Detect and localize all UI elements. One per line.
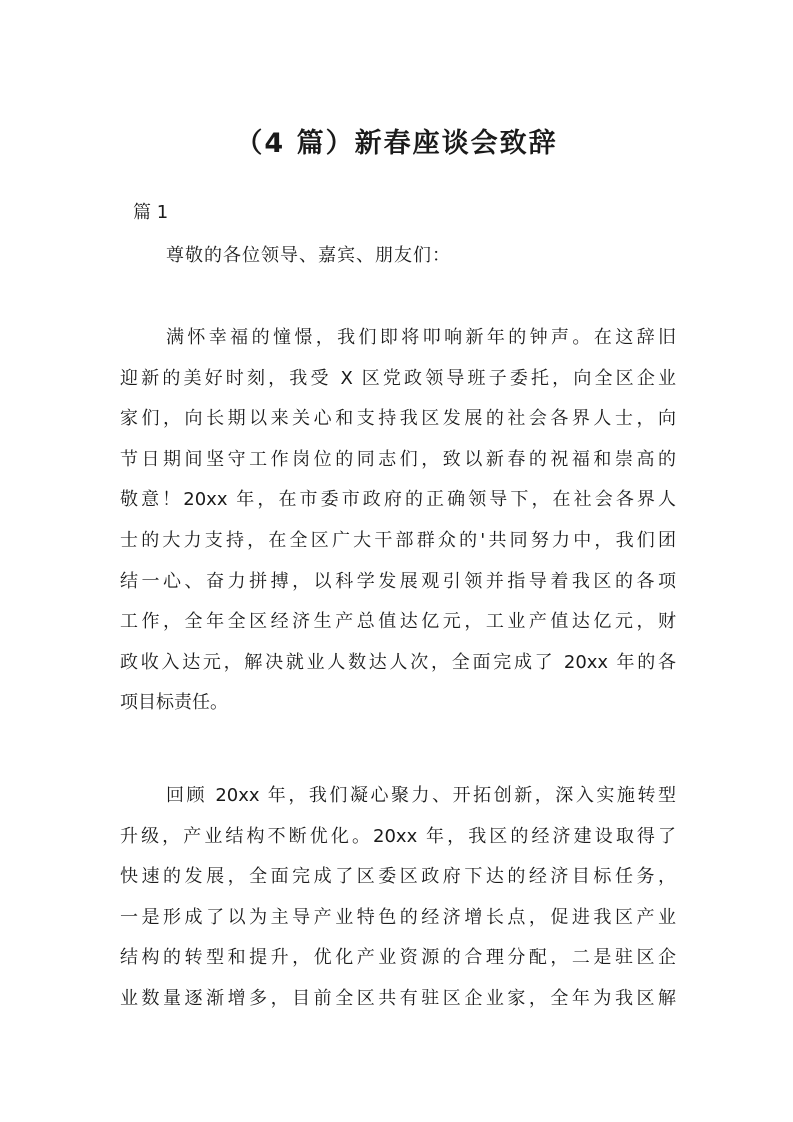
- paragraph-line: 一是形成了以为主导产业特色的经济增长点，促进我区产业: [120, 906, 676, 928]
- salutation-text: 尊敬的各位领导、嘉宾、朋友们：: [166, 245, 451, 266]
- paragraph-line: 敬意！20xx 年，在市委市政府的正确领导下，在社会各界人: [120, 489, 676, 511]
- paragraph-1: [120, 318, 676, 724]
- paragraph-line: 工作，全年全区经济生产总值达亿元，工业产值达亿元，财: [120, 611, 676, 633]
- paragraph-line: 项目标责任。: [120, 692, 228, 714]
- paragraph-line: 士的大力支持，在全区广大干部群众的'共同努力中，我们团: [120, 529, 676, 551]
- paragraph-line: 结构的转型和提升，优化产业资源的合理分配，二是驻区企: [120, 947, 676, 969]
- paragraph-line: 结一心、奋力拼搏，以科学发展观引领并指导着我区的各项: [120, 570, 676, 592]
- paragraph-line: 迎新的美好时刻，我受 X 区党政领导班子委托，向全区企业: [120, 367, 676, 389]
- paragraph-line: 家们，向长期以来关心和支持我区发展的社会各界人士，向: [120, 408, 676, 430]
- paragraph-2: [120, 776, 676, 1020]
- section-label: 篇 1: [133, 202, 169, 223]
- paragraph-line: 政收入达元，解决就业人数达人次，全面完成了 20xx 年的各: [120, 651, 676, 673]
- document-title: （4 篇）新春座谈会致辞: [235, 128, 558, 159]
- paragraph-line: 业数量逐渐增多，目前全区共有驻区企业家，全年为我区解: [120, 987, 676, 1009]
- paragraph-line: 满怀幸福的憧憬，我们即将叩响新年的钟声。在这辞旧: [166, 327, 676, 348]
- paragraph-line: 节日期间坚守工作岗位的同志们，致以新春的祝福和崇高的: [120, 448, 676, 470]
- paragraph-line: 回顾 20xx 年，我们凝心聚力、开拓创新，深入实施转型: [166, 785, 676, 806]
- paragraph-line: 升级，产业结构不断优化。20xx 年，我区的经济建设取得了: [120, 825, 676, 847]
- paragraph-line: 快速的发展，全面完成了区委区政府下达的经济目标任务，: [120, 866, 676, 888]
